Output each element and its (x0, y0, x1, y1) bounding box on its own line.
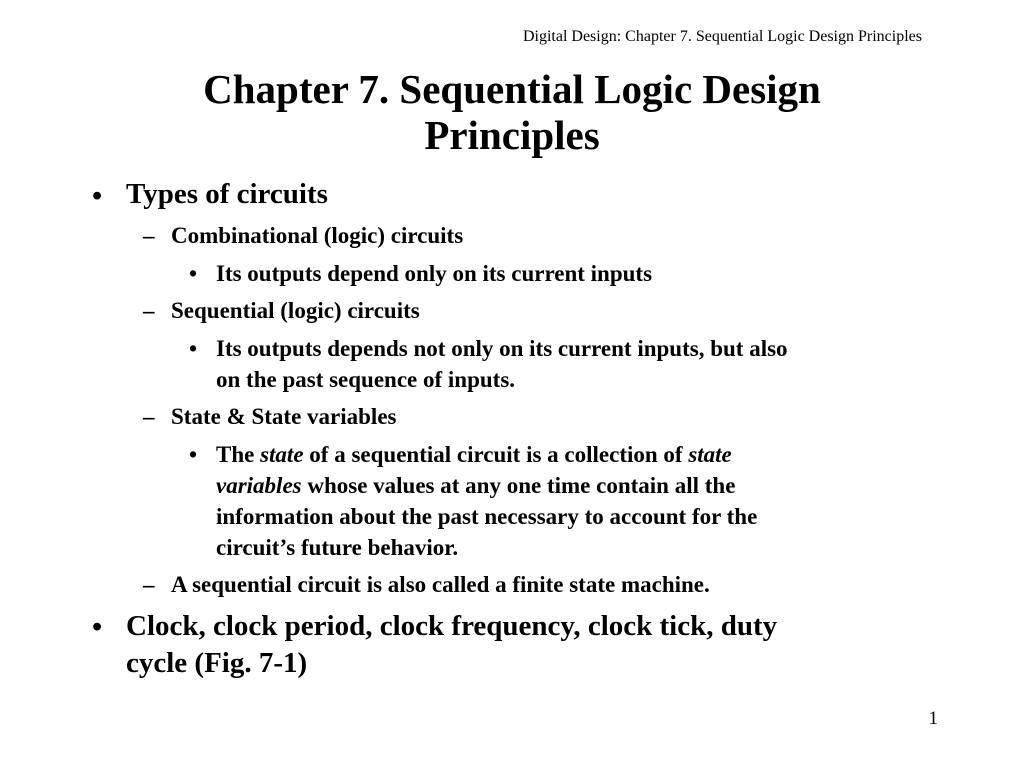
dash-marker: – (143, 298, 155, 323)
bullet-marker: • (189, 336, 198, 361)
item-state-desc-line4: circuit’s future behavior. (216, 535, 459, 560)
italic-term: state (260, 442, 304, 467)
item-state-desc-line1 (216, 439, 732, 470)
title-line-2: Principles (424, 112, 600, 158)
text-run: of a sequential circuit is a collection of (303, 442, 689, 467)
italic-term: state (688, 442, 732, 467)
bullet-types-of-circuits: Types of circuits (126, 178, 328, 210)
title-line-1: Chapter 7. Sequential Logic Design (203, 66, 821, 112)
item-state-variables: State & State variables (171, 404, 397, 429)
slide-title (0, 66, 1024, 158)
bullet-clock-line1: Clock, clock period, clock frequency, clock tick, duty (126, 610, 778, 642)
item-sequential-desc-line1: Its outputs depends not only on its current inputs, but also (216, 336, 788, 361)
bullet-marker: • (92, 611, 103, 643)
dash-marker: – (143, 223, 155, 248)
item-state-desc-line2 (216, 470, 735, 501)
item-combinational-desc: Its outputs depend only on its current inputs (216, 261, 653, 286)
italic-term: variables (216, 473, 302, 498)
item-combinational: Combinational (logic) circuits (171, 223, 464, 248)
page-number: 1 (928, 708, 938, 729)
dash-marker: – (143, 404, 155, 429)
slide-header: Digital Design: Chapter 7. Sequential Logic Design Principles (522, 28, 922, 45)
bullet-marker: • (189, 261, 198, 286)
item-state-desc-line3: information about the past necessary to account for the (216, 504, 758, 529)
text-run: The (216, 442, 261, 467)
item-finite-state-machine: A sequential circuit is also called a finite state machine. (171, 572, 710, 597)
item-sequential: Sequential (logic) circuits (171, 298, 420, 323)
bullet-clock-line2: cycle (Fig. 7-1) (126, 647, 308, 679)
dash-marker: – (143, 572, 155, 597)
item-sequential-desc-line2: on the past sequence of inputs. (216, 367, 516, 392)
bullet-marker: • (189, 442, 198, 467)
text-run: whose values at any one time contain all the (301, 473, 736, 498)
bullet-marker: • (92, 180, 103, 212)
